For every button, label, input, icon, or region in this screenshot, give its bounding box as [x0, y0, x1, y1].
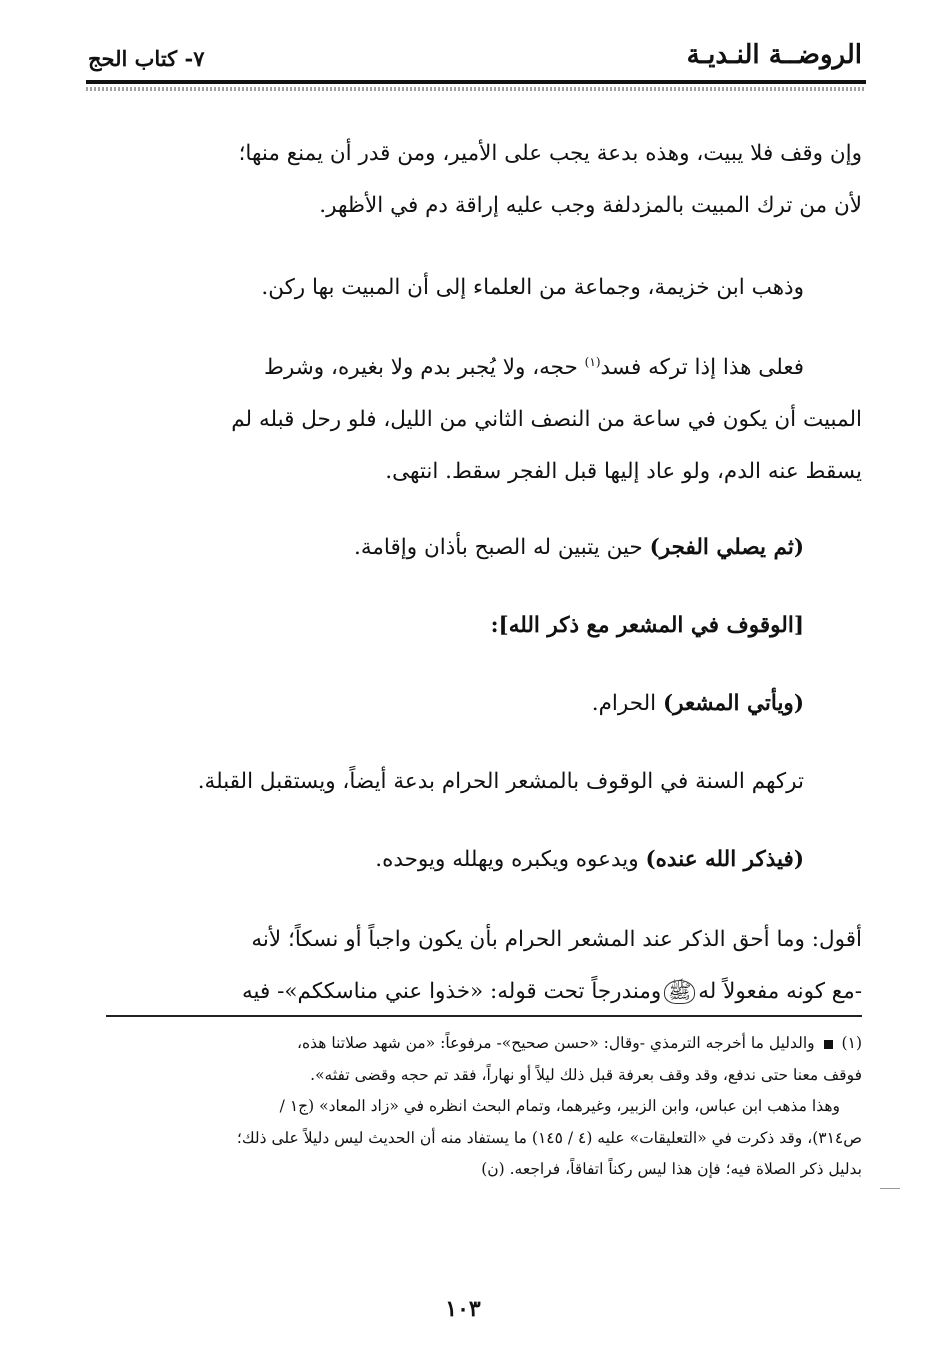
- paragraph-text: ويدعوه ويكبره ويهلله ويوحده.: [375, 847, 639, 872]
- matn-text: (فيذكر الله عنده): [645, 847, 804, 872]
- paragraph-line: لأن من ترك المبيت بالمزدلفة وجب عليه إراقة دم في الأظهر.: [319, 193, 862, 218]
- paragraph-text: -مع كونه مفعولاً له: [698, 979, 862, 1004]
- footnote-line: وهذا مذهب ابن عباس، وابن الزبير، وغيرهما، وتمام البحث انظره في «زاد المعاد» (ج١ /: [279, 1097, 840, 1115]
- footnote-line: ص٣١٤)، وقد ذكرت في «التعليقات» عليه (٤ / ١٤٥) ما يستفاد منه أن الحديث ليس دليلاً على ذلك؛: [236, 1128, 862, 1147]
- footnote-number: (١): [841, 1034, 862, 1052]
- square-marker-icon: [824, 1040, 833, 1049]
- paragraph-line: [106, 342, 862, 394]
- paragraph-1: [106, 128, 862, 232]
- paragraph-7: [106, 834, 862, 886]
- chapter-header: ٧- كتاب الحج: [88, 46, 205, 71]
- paragraph-5: [106, 678, 862, 730]
- paragraph-2: [106, 262, 862, 314]
- salla-ligature-icon: ﷺ: [664, 980, 695, 1004]
- paragraph-8: [106, 914, 862, 1018]
- paragraph-line: [106, 834, 862, 886]
- footnote-separator: [106, 1015, 862, 1017]
- footnotes: [106, 1028, 862, 1186]
- paragraph-text: الحرام.: [591, 691, 657, 716]
- paragraph-4: [106, 522, 862, 574]
- footnote-text: والدليل ما أخرجه الترمذي -وقال: «حسن صحيح»- مرفوعاً: «من شهد صلاتنا هذه،: [297, 1034, 815, 1052]
- header-rule: [86, 80, 866, 84]
- paragraph-text: حجه، ولا يُجبر بدم ولا بغيره، وشرط: [264, 355, 578, 380]
- paragraph-line: وذهب ابن خزيمة، وجماعة من العلماء إلى أن المبيت بها ركن.: [261, 275, 804, 300]
- paragraph-line: يسقط عنه الدم، ولو عاد إليها قبل الفجر سقط. انتهى.: [385, 459, 862, 484]
- paragraph-line: [106, 966, 862, 1018]
- matn-text: (ويأتي المشعر): [662, 691, 804, 716]
- section-heading: [106, 600, 862, 652]
- paragraph-line: أقول: وما أحق الذكر عند المشعر الحرام بأن يكون واجباً أو نسكاً؛ لأنه: [251, 927, 862, 952]
- paragraph-3: [106, 342, 862, 498]
- header-dotted-rule: [86, 87, 866, 91]
- paragraph-text: فعلى هذا إذا تركه فسد: [600, 355, 804, 380]
- section-heading-text: [الوقوف في المشعر مع ذكر الله]:: [490, 613, 804, 638]
- paragraph-text: حين يتبين له الصبح بأذان وإقامة.: [354, 535, 643, 560]
- footnote-line: فوقف معنا حتى ندفع، وقد وقف بعرفة قبل ذلك ليلاً أو نهاراً، فقد تم حجه وقضى تفثه».: [310, 1065, 862, 1084]
- footnote-ref: (١): [584, 354, 601, 369]
- paragraph-line: وإن وقف فلا يبيت، وهذه بدعة يجب على الأمير، ومن قدر أن يمنع منها؛: [238, 141, 862, 166]
- paragraph-6: [106, 756, 862, 808]
- paragraph-line: تركهم السنة في الوقوف بالمشعر الحرام بدعة أيضاً، ويستقبل القبلة.: [197, 769, 804, 794]
- paragraph-line: المبيت أن يكون في ساعة من النصف الثاني من الليل، فلو رحل قبله لم: [231, 407, 862, 432]
- footnote-line: بدليل ذكر الصلاة فيه؛ فإن هذا ليس ركناً اتفاقاً، فراجعه. (ن): [481, 1160, 862, 1178]
- margin-mark: [880, 1188, 900, 1189]
- matn-text: (ثم يصلي الفجر): [649, 535, 804, 560]
- paragraph-line: [106, 678, 862, 730]
- footnote-line: [106, 1028, 862, 1060]
- paragraph-line: [106, 522, 862, 574]
- paragraph-text: ومندرجاً تحت قوله: «خذوا عني مناسككم»- فيه: [242, 979, 662, 1004]
- book-title-header: الروضــة النـديـة: [686, 40, 862, 70]
- page-number: ١٠٣: [445, 1296, 481, 1322]
